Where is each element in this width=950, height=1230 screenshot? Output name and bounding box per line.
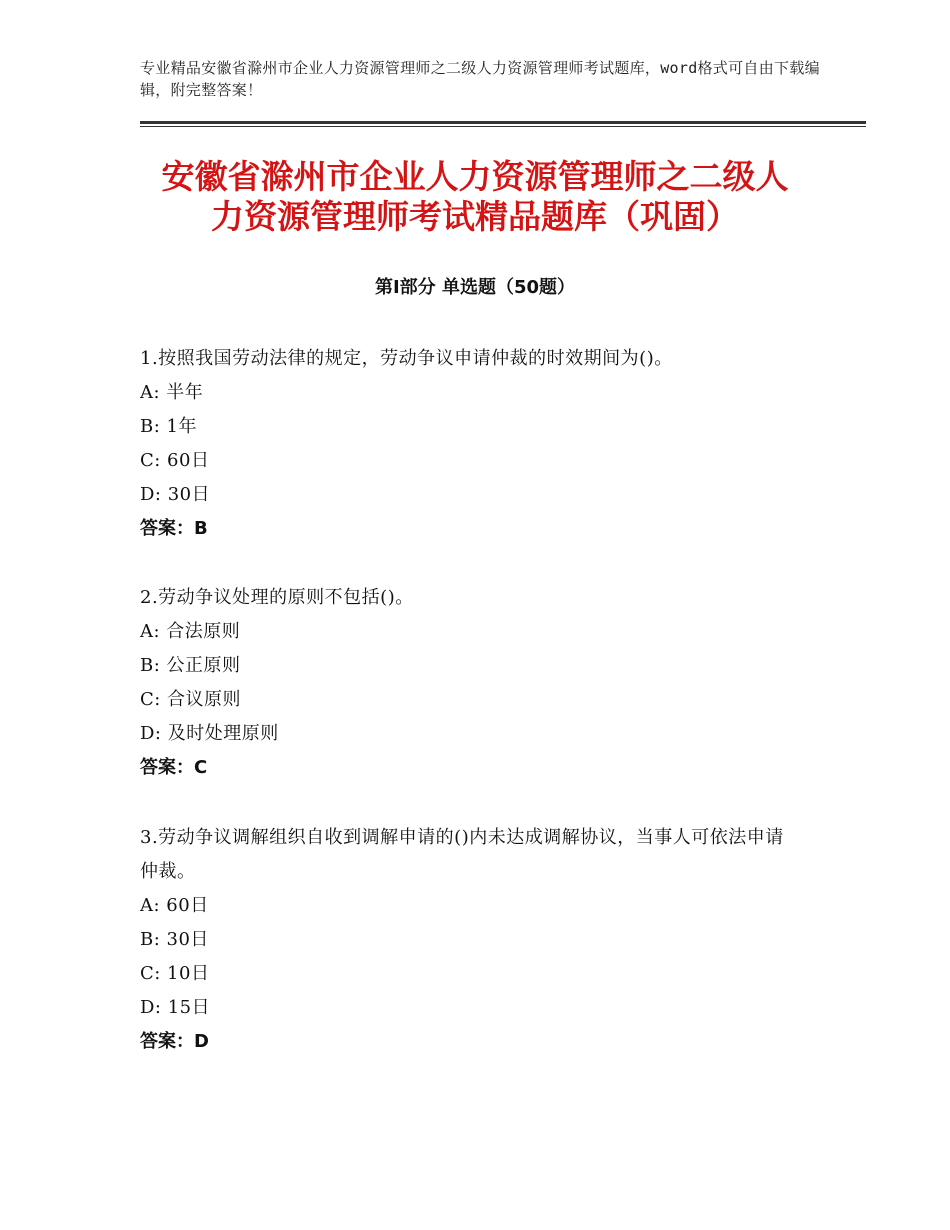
- header-note: 专业精品安徽省滁州市企业人力资源管理师之二级人力资源管理师考试题库，word格式可自由下载编辑，附完整答案！: [140, 59, 820, 99]
- option-b: B: 30日: [140, 929, 209, 950]
- question-1: [140, 342, 800, 546]
- question-text: 3.劳动争议调解组织自收到调解申请的()内未达成调解协议，当事人可依法申请仲裁。: [140, 827, 784, 882]
- option-c: C: 60日: [140, 450, 210, 471]
- question-3: [140, 821, 800, 1059]
- option-c: C: 10日: [140, 963, 210, 984]
- document-title: [100, 157, 850, 237]
- document-title-line-2: 力资源管理师考试精品题库（巩固）: [211, 197, 739, 236]
- answer-label: 答案：D: [140, 1031, 209, 1052]
- option-b: B: 公正原则: [140, 655, 241, 676]
- question-text: 1.按照我国劳动法律的规定，劳动争议申请仲裁的时效期间为()。: [140, 348, 673, 369]
- option-d: D: 30日: [140, 484, 211, 505]
- option-a: A: 合法原则: [140, 621, 241, 642]
- header-rule-thick: [140, 121, 866, 124]
- question-2: [140, 581, 800, 785]
- answer-label: 答案：B: [140, 518, 208, 539]
- header-rule-thin: [140, 126, 866, 127]
- document-title-line-1: 安徽省滁州市企业人力资源管理师之二级人: [161, 157, 789, 196]
- option-d: D: 及时处理原则: [140, 723, 279, 744]
- option-c: C: 合议原则: [140, 689, 242, 710]
- option-a: A: 60日: [140, 895, 209, 916]
- option-b: B: 1年: [140, 416, 197, 437]
- section-heading: 第Ⅰ部分 单选题（50题）: [374, 277, 575, 298]
- question-text: 2.劳动争议处理的原则不包括()。: [140, 587, 414, 608]
- answer-label: 答案：C: [140, 757, 208, 778]
- option-d: D: 15日: [140, 997, 211, 1018]
- option-a: A: 半年: [140, 382, 204, 403]
